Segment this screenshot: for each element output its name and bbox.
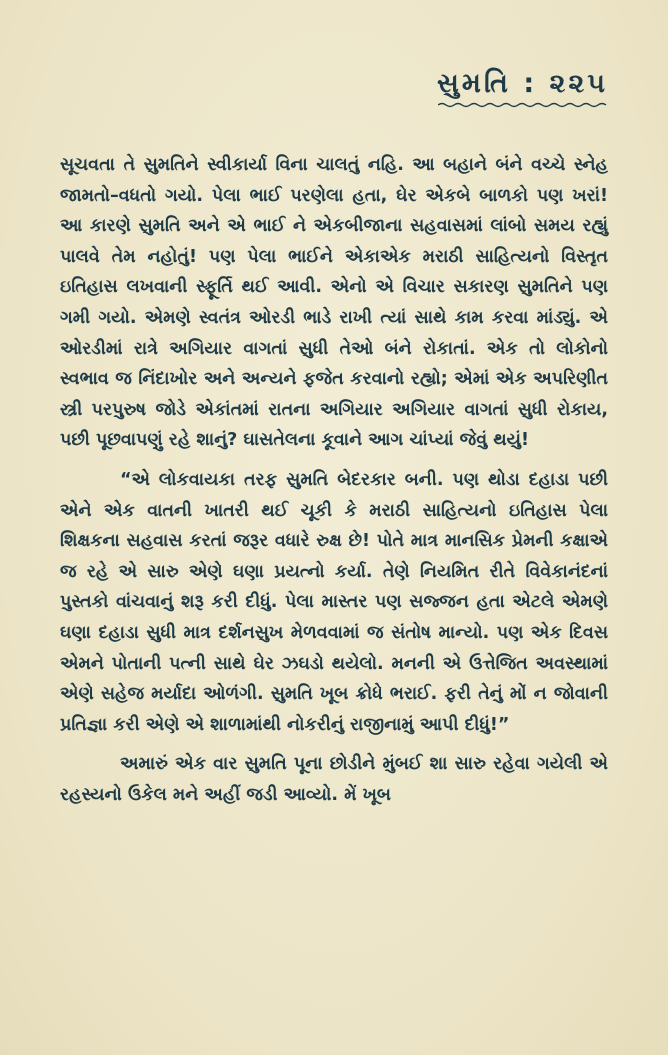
wavy-underline <box>438 102 608 108</box>
paragraph-1: સૂચવતા તે સુમતિને સ્વીકાર્યા વિના ચાલતું નહિ. આ બહાને બંને વચ્ચે સ્નેહ જામતો–વધતો ગયો. પેલા ભાઈ પરણેલા હતા, ઘેર એકબે બાળકો પણ ખરાં! આ કારણે સુમતિ અને એ ભાઈ ને એકબીજાના સહવાસમાં લાંબો સમય રહ્યું પાલવે તેમ નહોતું! પણ પેલા ભાઈને એકાએક મરાઠી સાહિત્યનો વિસ્તૃત ઇતિહાસ લખવાની સ્ફૂર્તિ થઈ આવી. એનો એ વિચાર સકારણ સુમતિને પણ ગમી ગયો. એમણે સ્વતંત્ર ઓરડી ભાડે રાખી ત્યાં સાથે કામ કરવા માંડ્યું. એ ઓરડીમાં રાત્રે અગિયાર વાગતાં સુધી તેઓ બંને રોકાતાં. એક તો લોકોનો સ્વભાવ જ નિંદાખોર અને અન્યને ફજેત કરવાનો રહ્યો; એમાં એક અપરિણીત સ્ત્રી પરપુરુષ જોડે એકાંતમાં રાતના અગિયાર અગિયાર વાગતાં સુધી રોકાય, પછી પૂછવાપણું રહે શાનું? ઘાસતેલના કૂવાને આગ ચાંપ્યાં જેવું થયું! <box>60 155 608 451</box>
paragraph-3: અમારું એક વાર સુમતિ પૂના છોડીને મુંબઈ શા સારુ રહેવા ગયેલી એ રહસ્યનો ઉકેલ મને અહીં જડી આવ્યો. મેં ખૂબ <box>60 754 608 805</box>
paragraph-2: “એ લોકવાયકા તરફ સુમતિ બેદરકાર બની. પણ થોડા દહાડા પછી એને એક વાતની ખાતરી થઈ ચૂકી કે મરાઠી સાહિત્યનો ઇતિહાસ પેલા શિક્ષકના સહવાસ કરતાં જરૂર વધારે રુક્ષ છે! પોતે માત્ર માનસિક પ્રેમની કક્ષાએ જ રહે એ સારુ એણે ઘણા પ્રયત્નો કર્યા. તેણે નિયમિત રીતે વિવેકાનંદનાં પુસ્તકો વાંચવાનું શરૂ કરી દીધું. પેલા માસ્તર પણ સજ્જન હતા એટલે એમણે ઘણા દહાડા સુધી માત્ર દર્શનસુખ મેળવવામાં જ સંતોષ માન્યો. પણ એક દિવસ એમને પોતાની પત્ની સાથે ઘેર ઝઘડો થયેલો. મનની એ ઉત્તેજિત અવસ્થામાં એણે સહેજ મર્યાદા ઓળંગી. સુમતિ ખૂબ ક્રોધે ભરાઈ. ફરી તેનું મોં ન જોવાની પ્રતિજ્ઞા કરી એણે એ શાળામાંથી નોકરીનું રાજીનામું આપી દીધું!” <box>60 469 608 735</box>
page-header <box>437 68 608 108</box>
body-text <box>60 150 608 810</box>
running-head: સુમતિ : ૨૨૫ <box>437 68 608 99</box>
